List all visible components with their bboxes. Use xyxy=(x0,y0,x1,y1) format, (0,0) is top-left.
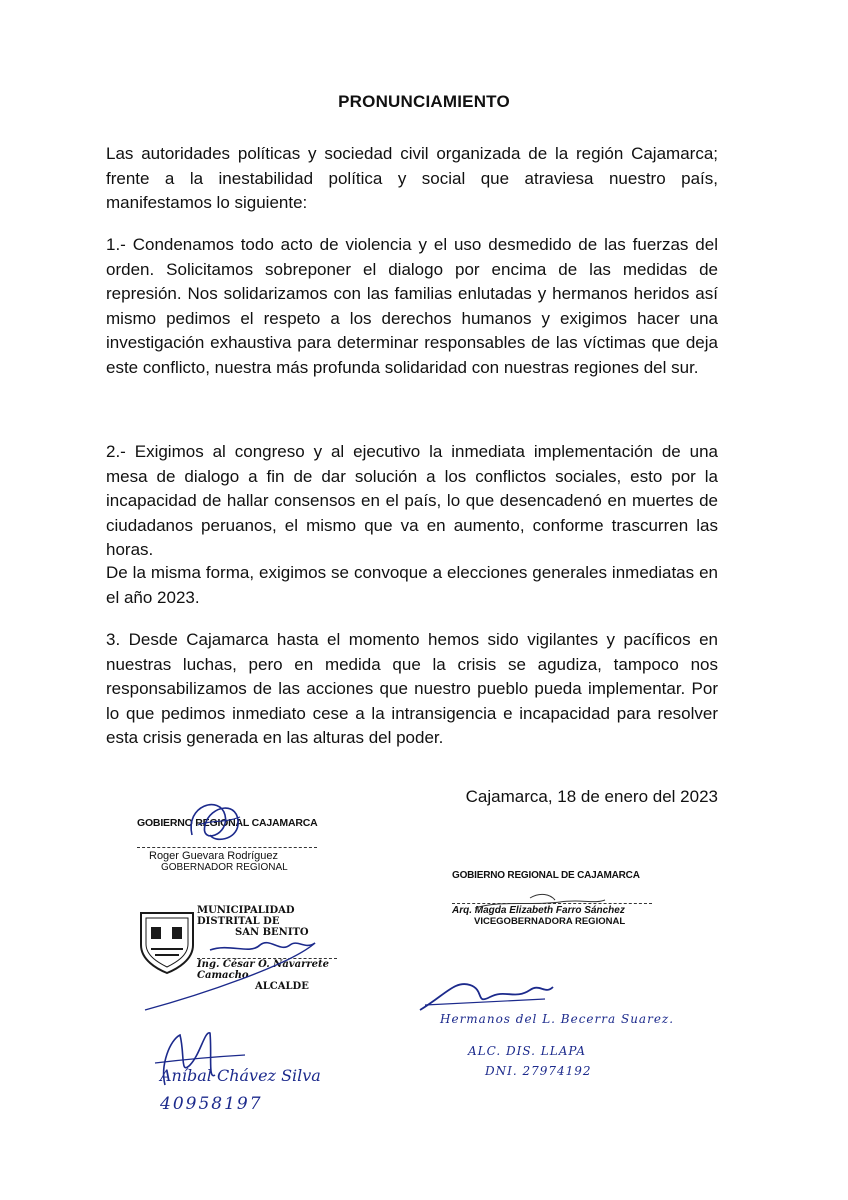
san-benito-signature-scribble xyxy=(140,915,340,1015)
vicegobernadora-entity: GOBIERNO REGIONAL DE CAJAMARCA xyxy=(452,870,640,881)
llapa-dni: DNI. 27974192 xyxy=(485,1064,592,1078)
san-benito-role: ALCALDE xyxy=(255,981,309,992)
san-benito-name: Ing. César O. Navarrete Camacho xyxy=(197,959,329,981)
vicegobernadora-role: VICEGOBERNADORA REGIONAL xyxy=(474,916,626,927)
san-benito-entity-2: SAN BENITO xyxy=(235,927,309,938)
document-title: PRONUNCIAMIENTO xyxy=(338,92,510,111)
llapa-signature-scribble xyxy=(415,975,575,1015)
point-1-paragraph: 1.- Condenamos todo acto de violencia y el uso desmedido de las fuerzas del orden. Solicitamos sobreponer el dialogo por encima de las medidas de represión. Nos solidarizamos con las familias enlutadas y hermanos heridos así mismo pedimos el respeto a los derechos humanos y exigimos hacer una investigación exhaustiva para determinar responsables de las víctimas que deja este conflicto, nuestra más profunda solidaridad con nuestras regiones del sur. xyxy=(106,235,718,377)
point-2-continuation: De la misma forma, exigimos se convoque a elecciones generales inmediatas en el año 2023. xyxy=(106,563,718,607)
san-benito-entity: MUNICIPALIDAD DISTRITAL DE xyxy=(197,905,295,927)
gobernador-entity: GOBIERNO REGIONAL CAJAMARCA xyxy=(137,817,318,829)
intro-paragraph: Las autoridades políticas y sociedad civil organizada de la región Cajamarca; frente a la inestabilidad política y social que atraviesa nuestro país, manifestamos lo siguiente: xyxy=(106,144,718,213)
document-date: Cajamarca, 18 de enero del 2023 xyxy=(465,787,718,806)
llapa-role: ALC. DIS. LLAPA xyxy=(468,1044,587,1058)
gobernador-role: GOBERNADOR REGIONAL xyxy=(161,862,288,873)
vicegobernadora-name: Arq. Magda Elizabeth Farro Sánchez xyxy=(452,905,625,916)
llapa-name: Hermanos del L. Becerra Suarez. xyxy=(440,1012,675,1026)
point-3-paragraph: 3. Desde Cajamarca hasta el momento hemos sido vigilantes y pacíficos en nuestras luchas, pero en medida que la crisis se agudiza, tampoco nos responsabilizamos de las acciones que nuestro pueblo pueda implementar. Por lo que pedimos inmediato cese a la intransigencia e incapacidad para resolver esta crisis generada en las alturas del poder. xyxy=(106,630,718,748)
gobernador-name: Roger Guevara Rodríguez xyxy=(149,850,279,862)
point-2-paragraph: 2.- Exigimos al congreso y al ejecutivo la inmediata implementación de una mesa de dialogo a fin de dar solución a los conflictos sociales, esto por la incapacidad de hallar consensos en el país, lo que desencadenó en muertes de ciudadanos peruanos, el mismo que va en aumento, conforme trascurren las horas. xyxy=(106,442,718,560)
firma4-name: Aníbal Chávez Silva xyxy=(160,1066,321,1085)
firma4-dni: 40958197 xyxy=(160,1094,263,1114)
gobernador-signature-scribble xyxy=(180,795,250,855)
vicegobernadora-signature-scribble xyxy=(470,880,610,920)
